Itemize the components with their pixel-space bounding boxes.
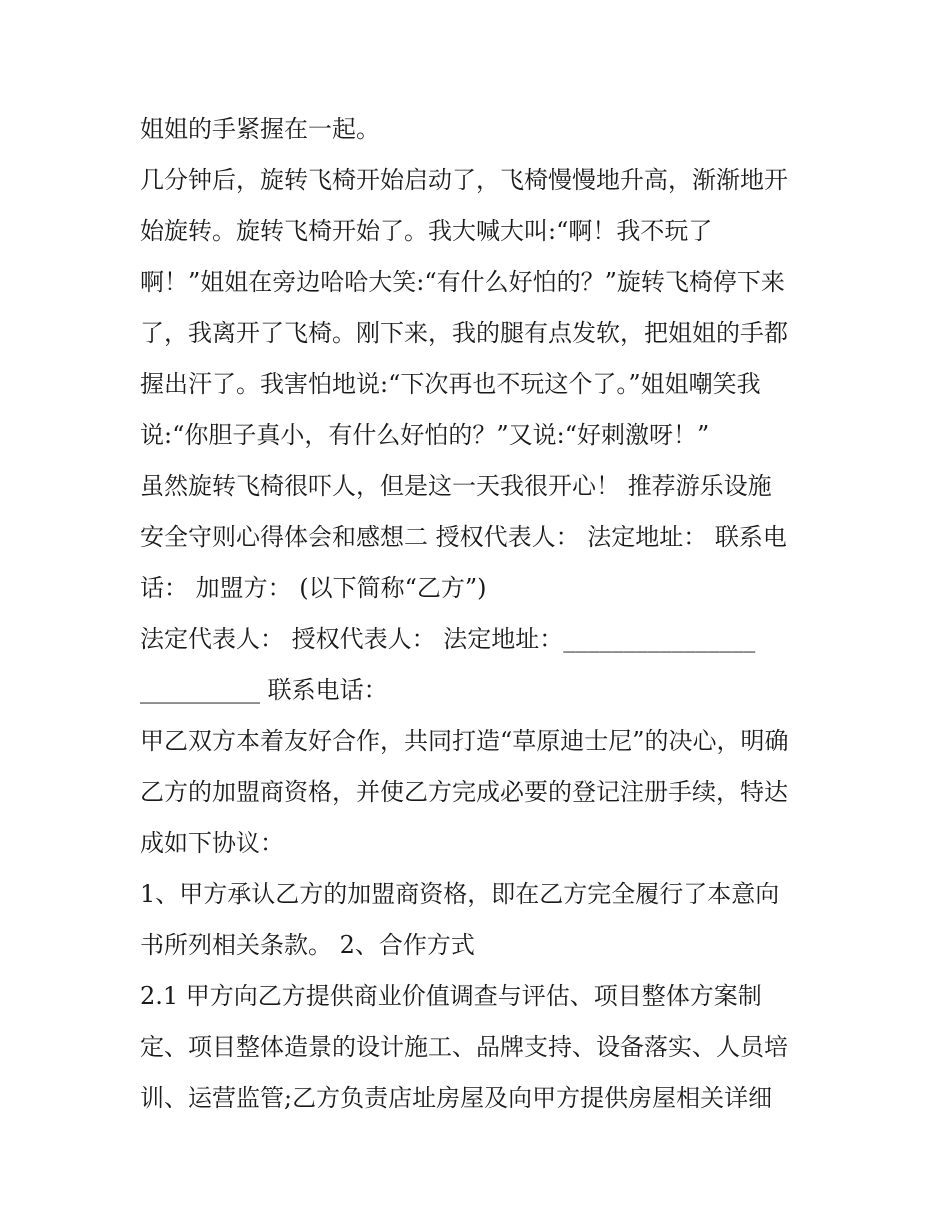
text-line: 啊！”姐姐在旁边哈哈大笑:“有什么好怕的？”旋转飞椅停下来 [140, 268, 785, 296]
text-line: 乙方的加盟商资格，并使乙方完成必要的登记注册手续，特达 [140, 778, 788, 806]
text-line: 安全守则心得体会和感想二 授权代表人： 法定地址： 联系电 [140, 523, 787, 551]
text-line: 训、运营监管;乙方负责店址房屋及向甲方提供房屋相关详细 [140, 1084, 773, 1112]
text-line: 甲乙双方本着友好合作，共同打造“草原迪士尼”的决心，明确 [140, 727, 789, 755]
text-line: 法定代表人： 授权代表人： 法定地址：________________ [140, 625, 756, 653]
text-line: 话： 加盟方： (以下简称“乙方”) [140, 574, 487, 602]
text-line: 几分钟后，旋转飞椅开始启动了，飞椅慢慢地升高，渐渐地开 [140, 166, 788, 194]
text-line: 说:“你胆子真小，有什么好怕的？”又说:“好刺激呀！” [140, 421, 710, 449]
text-line: __________ 联系电话： [140, 676, 388, 704]
text-line: 2.1 甲方向乙方提供商业价值调查与评估、项目整体方案制 [140, 982, 762, 1010]
text-line: 了，我离开了飞椅。刚下来，我的腿有点发软，把姐姐的手都 [140, 319, 788, 347]
text-line: 虽然旋转飞椅很吓人，但是这一天我很开心！ 推荐游乐设施 [140, 472, 772, 500]
text-line: 始旋转。旋转飞椅开始了。我大喊大叫:“啊！我不玩了 [140, 217, 713, 245]
text-line: 姐姐的手紧握在一起。 [140, 115, 380, 143]
text-line: 定、项目整体造景的设计施工、品牌支持、设备落实、人员培 [140, 1033, 788, 1061]
text-line: 成如下协议： [140, 829, 284, 857]
text-line: 1、甲方承认乙方的加盟商资格，即在乙方完全履行了本意向 [140, 880, 780, 908]
text-line: 书所列相关条款。 2、合作方式 [140, 931, 475, 959]
text-line: 握出汗了。我害怕地说:“下次再也不玩这个了。”姐姐嘲笑我 [140, 370, 761, 398]
